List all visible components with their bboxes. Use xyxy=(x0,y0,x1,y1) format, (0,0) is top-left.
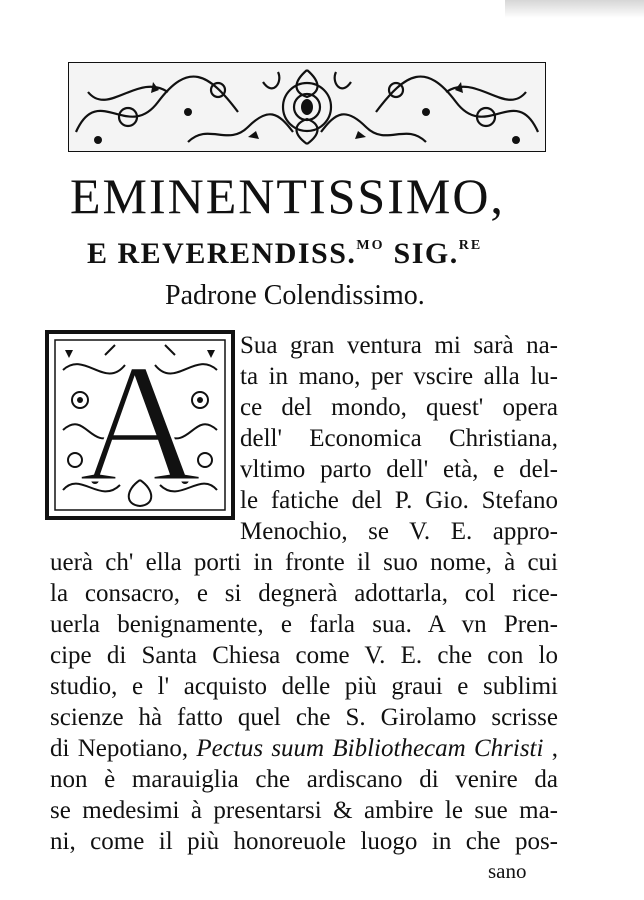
text-line-with-quotation xyxy=(50,734,558,764)
text-line: se medesimi à presentarsi & ambire le sue ma- xyxy=(50,797,558,824)
text-line: non è marauiglia che ardiscano di venire da xyxy=(50,766,558,793)
salutation: Padrone Colendissimo. xyxy=(165,280,425,311)
text-line: ta in mano, per vscire alla lu- xyxy=(240,363,558,390)
line-end: , xyxy=(543,735,558,762)
text-line: studio, e l' acquisto delle più graui e sublimi xyxy=(50,673,558,700)
line-start: di Nepotiano, xyxy=(50,735,197,762)
subtitle-main: E REVERENDISS. xyxy=(87,237,357,270)
text-line: vltimo parto dell' età, e del- xyxy=(240,456,558,483)
text-line: ni, come il più honoreuole luogo in che pos- xyxy=(50,828,558,855)
text-line: dell' Economica Christiana, xyxy=(240,425,558,452)
subtitle-superscript-re: RE xyxy=(458,238,483,253)
text-line: Sua gran ventura mi sarà na- xyxy=(240,332,558,359)
text-line: Menochio, se V. E. appro- xyxy=(240,518,558,545)
subtitle-superscript-mo: MO xyxy=(356,238,385,253)
text-line: ce del mondo, quest' opera xyxy=(240,394,558,421)
dedication-subtitle xyxy=(87,228,482,272)
decorated-initial-a xyxy=(45,330,235,520)
dedication-title: EMINENTISSIMO, xyxy=(70,168,505,224)
latin-quotation: Pectus suum Bibliothecam Christi xyxy=(196,735,544,762)
catchword: sano xyxy=(488,859,527,883)
initial-letter: A xyxy=(78,330,202,517)
scan-edge-shadow xyxy=(505,0,644,18)
text-line: cipe di Santa Chiesa come V. E. che con lo xyxy=(50,642,558,669)
text-line: uerla benignamente, e farla sua. A vn Pren- xyxy=(50,611,558,638)
text-line: uerà ch' ella porti in fronte il suo nome, à cui xyxy=(50,549,558,576)
text-line: le fatiche del P. Gio. Stefano xyxy=(240,487,558,514)
text-line: scienze hà fatto quel che S. Girolamo scrisse xyxy=(50,704,558,731)
subtitle-middle: SIG. xyxy=(384,237,459,270)
ornamental-headpiece xyxy=(68,62,546,152)
text-line: la consacro, e si degnerà adottarla, col rice- xyxy=(50,580,558,607)
